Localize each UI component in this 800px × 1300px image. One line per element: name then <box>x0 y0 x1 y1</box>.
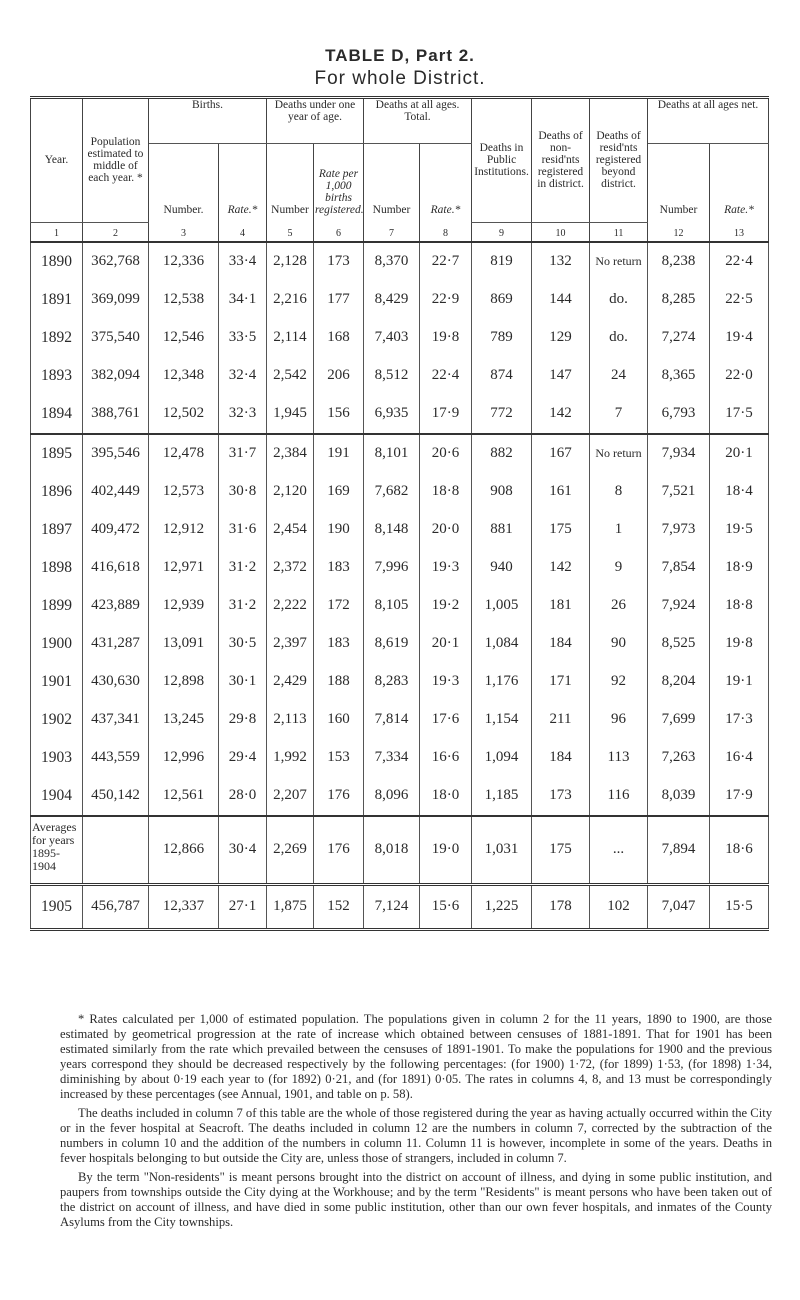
table-cell: 7,047 <box>648 884 710 929</box>
table-cell: 7,854 <box>648 549 710 587</box>
table-cell: 6,935 <box>364 395 420 434</box>
table-cell: 437,341 <box>83 701 149 739</box>
year-cell: 1899 <box>31 587 83 625</box>
table-cell: 30·1 <box>219 663 267 701</box>
header-deaths-all: Deaths at all ages. Total. <box>364 98 472 144</box>
table-cell: 183 <box>314 549 364 587</box>
table-cell: 175 <box>532 511 590 549</box>
table-row <box>31 777 769 816</box>
year-cell: 1891 <box>31 281 83 319</box>
table-cell: 1,992 <box>267 739 314 777</box>
header-births-number: Number. <box>149 144 219 223</box>
table-cell: 29·8 <box>219 701 267 739</box>
table-cell: 7,973 <box>648 511 710 549</box>
table-cell: 8,619 <box>364 625 420 663</box>
table-cell: 388,761 <box>83 395 149 434</box>
table-cell: 940 <box>472 549 532 587</box>
table-row <box>31 549 769 587</box>
table-row <box>31 281 769 319</box>
table-cell: 12,546 <box>149 319 219 357</box>
table-row <box>31 701 769 739</box>
table-cell: 1,094 <box>472 739 532 777</box>
table-cell: 382,094 <box>83 357 149 395</box>
table-cell: 168 <box>314 319 364 357</box>
table-cell: do. <box>590 319 648 357</box>
table-cell: 175 <box>532 816 590 885</box>
table-cell: 456,787 <box>83 884 149 929</box>
table-cell: 395,546 <box>83 434 149 473</box>
table-cell: 190 <box>314 511 364 549</box>
table-cell: 144 <box>532 281 590 319</box>
header-net-number: Number <box>648 144 710 223</box>
table-cell: 8,283 <box>364 663 420 701</box>
table-cell: 22·9 <box>420 281 472 319</box>
table-cell: 167 <box>532 434 590 473</box>
mortality-table <box>30 96 769 931</box>
table-cell: 1,084 <box>472 625 532 663</box>
table-cell: 18·8 <box>710 587 769 625</box>
table-cell: ... <box>590 816 648 885</box>
table-cell: 18·9 <box>710 549 769 587</box>
table-cell: 31·2 <box>219 587 267 625</box>
year-cell: 1900 <box>31 625 83 663</box>
table-cell: 2,120 <box>267 473 314 511</box>
year-cell: 1901 <box>31 663 83 701</box>
table-cell: 161 <box>532 473 590 511</box>
table-cell: 18·4 <box>710 473 769 511</box>
table-cell: 188 <box>314 663 364 701</box>
table-cell: 7,894 <box>648 816 710 885</box>
year-cell: 1902 <box>31 701 83 739</box>
table-cell: 1,945 <box>267 395 314 434</box>
table-cell: 17·5 <box>710 395 769 434</box>
table-cell: 443,559 <box>83 739 149 777</box>
table-cell: 8,096 <box>364 777 420 816</box>
table-cell: 2,222 <box>267 587 314 625</box>
table-cell: 12,996 <box>149 739 219 777</box>
table-cell: 18·6 <box>710 816 769 885</box>
table-cell: 12,866 <box>149 816 219 885</box>
table-subtitle: For whole District. <box>314 68 486 89</box>
averages-row <box>31 816 769 885</box>
table-cell: 22·4 <box>710 242 769 281</box>
table-cell: 27·1 <box>219 884 267 929</box>
table-cell: 206 <box>314 357 364 395</box>
table-cell: 156 <box>314 395 364 434</box>
table-cell: 8,204 <box>648 663 710 701</box>
table-cell: 2,114 <box>267 319 314 357</box>
table-cell: 8 <box>590 473 648 511</box>
column-number: 5 <box>267 222 314 242</box>
table-cell: 24 <box>590 357 648 395</box>
table-cell: 30·4 <box>219 816 267 885</box>
table-cell: 92 <box>590 663 648 701</box>
table-cell: 15·5 <box>710 884 769 929</box>
table-cell: 142 <box>532 395 590 434</box>
table-cell: 116 <box>590 777 648 816</box>
table-cell: 8,238 <box>648 242 710 281</box>
table-cell: 31·6 <box>219 511 267 549</box>
column-number: 6 <box>314 222 364 242</box>
table-cell: 19·2 <box>420 587 472 625</box>
table-cell: 31·7 <box>219 434 267 473</box>
table-cell: 19·4 <box>710 319 769 357</box>
table-cell: 20·1 <box>420 625 472 663</box>
table-row <box>31 511 769 549</box>
table-cell: 9 <box>590 549 648 587</box>
table-cell: 12,337 <box>149 884 219 929</box>
table-cell: 173 <box>532 777 590 816</box>
column-number: 9 <box>472 222 532 242</box>
table-cell: 7 <box>590 395 648 434</box>
year-cell: 1897 <box>31 511 83 549</box>
column-number: 2 <box>83 222 149 242</box>
table-row <box>31 884 769 929</box>
header-public-institutions: Deaths in Public Institutions. <box>472 98 532 223</box>
header-residents-beyond: Deaths of resid'nts registered beyond district. <box>590 98 648 223</box>
table-cell: 171 <box>532 663 590 701</box>
table-cell: 19·3 <box>420 549 472 587</box>
header-population: Population estimated to middle of each year. * <box>83 98 149 223</box>
table-cell: 8,101 <box>364 434 420 473</box>
table-cell: 881 <box>472 511 532 549</box>
table-cell: 20·6 <box>420 434 472 473</box>
table-cell: 12,573 <box>149 473 219 511</box>
table-cell: 211 <box>532 701 590 739</box>
table-cell: 416,618 <box>83 549 149 587</box>
table-cell: 8,429 <box>364 281 420 319</box>
table-cell: 8,370 <box>364 242 420 281</box>
table-cell: 28·0 <box>219 777 267 816</box>
table-cell: 362,768 <box>83 242 149 281</box>
column-number: 13 <box>710 222 769 242</box>
table-cell: 1,005 <box>472 587 532 625</box>
table-cell: 7,334 <box>364 739 420 777</box>
table-cell: 908 <box>472 473 532 511</box>
empty-cell <box>83 816 149 885</box>
table-row <box>31 357 769 395</box>
table-cell: 19·5 <box>710 511 769 549</box>
table-cell: 12,561 <box>149 777 219 816</box>
table-cell: 142 <box>532 549 590 587</box>
table-cell: 113 <box>590 739 648 777</box>
column-number: 1 <box>31 222 83 242</box>
year-cell: 1890 <box>31 242 83 281</box>
table-cell: 12,502 <box>149 395 219 434</box>
header-infant-number: Number <box>267 144 314 223</box>
table-cell: 22·5 <box>710 281 769 319</box>
table-cell: 153 <box>314 739 364 777</box>
table-cell: 7,934 <box>648 434 710 473</box>
table-row <box>31 625 769 663</box>
table-cell: 1,154 <box>472 701 532 739</box>
footnote-paragraph: By the term "Non-residents" is meant persons brought into the district on account of illness, and dying in some public institution, and paupers from townships outside the City dying at the Workhouse; and by the term "Residents" is meant persons who have been taken out of the district on account of illness, and have died in some public institution, other than our own fever hospitals, and inmates of the County Asylums from the City townships. <box>60 1170 772 1229</box>
column-number: 8 <box>420 222 472 242</box>
header-non-residents: Deaths of non-resid'nts registered in district. <box>532 98 590 223</box>
table-row <box>31 473 769 511</box>
table-cell: 8,525 <box>648 625 710 663</box>
table-cell: 1 <box>590 511 648 549</box>
table-cell: 7,521 <box>648 473 710 511</box>
table-cell: No return <box>590 242 648 281</box>
table-cell: 402,449 <box>83 473 149 511</box>
table-cell: 7,263 <box>648 739 710 777</box>
table-cell: 177 <box>314 281 364 319</box>
table-cell: 18·0 <box>420 777 472 816</box>
table-cell: 17·3 <box>710 701 769 739</box>
table-row <box>31 587 769 625</box>
table-cell: 132 <box>532 242 590 281</box>
table-cell: 181 <box>532 587 590 625</box>
table-cell: 17·9 <box>710 777 769 816</box>
column-number: 11 <box>590 222 648 242</box>
header-net-rate: Rate.* <box>710 144 769 223</box>
table-row <box>31 663 769 701</box>
header-births: Births. <box>149 98 267 144</box>
table-cell: No return <box>590 434 648 473</box>
table-cell: 20·1 <box>710 434 769 473</box>
table-cell: 8,365 <box>648 357 710 395</box>
year-cell: 1895 <box>31 434 83 473</box>
table-cell: 2,372 <box>267 549 314 587</box>
table-cell: 19·8 <box>420 319 472 357</box>
table-cell: 12,912 <box>149 511 219 549</box>
table-cell: 2,269 <box>267 816 314 885</box>
table-cell: 7,274 <box>648 319 710 357</box>
table-cell: 1,031 <box>472 816 532 885</box>
table-cell: 431,287 <box>83 625 149 663</box>
table-cell: 33·5 <box>219 319 267 357</box>
column-number: 12 <box>648 222 710 242</box>
table-title: TABLE D, Part 2. <box>325 46 475 65</box>
table-cell: 7,699 <box>648 701 710 739</box>
table-cell: 772 <box>472 395 532 434</box>
table-cell: 30·5 <box>219 625 267 663</box>
table-row <box>31 434 769 473</box>
table-cell: 8,285 <box>648 281 710 319</box>
table-cell: 13,091 <box>149 625 219 663</box>
column-number: 3 <box>149 222 219 242</box>
table-cell: 22·7 <box>420 242 472 281</box>
table-cell: 19·1 <box>710 663 769 701</box>
table-cell: 2,384 <box>267 434 314 473</box>
table-cell: 184 <box>532 739 590 777</box>
table-cell: 172 <box>314 587 364 625</box>
table-cell: 819 <box>472 242 532 281</box>
header-infant-rate: Rate per 1,000 births registered. <box>314 144 364 223</box>
table-cell: 2,397 <box>267 625 314 663</box>
table-cell: 7,996 <box>364 549 420 587</box>
year-cell: 1905 <box>31 884 83 929</box>
table-cell: 450,142 <box>83 777 149 816</box>
table-cell: 369,099 <box>83 281 149 319</box>
table-cell: 8,105 <box>364 587 420 625</box>
table-cell: 430,630 <box>83 663 149 701</box>
table-row <box>31 242 769 281</box>
table-cell: 26 <box>590 587 648 625</box>
table-cell: 409,472 <box>83 511 149 549</box>
table-cell: 13,245 <box>149 701 219 739</box>
table-cell: 176 <box>314 816 364 885</box>
header-year: Year. <box>31 98 83 223</box>
table-cell: 191 <box>314 434 364 473</box>
table-cell: 2,128 <box>267 242 314 281</box>
table-cell: 19·0 <box>420 816 472 885</box>
table-cell: 160 <box>314 701 364 739</box>
year-cell: 1893 <box>31 357 83 395</box>
table-cell: 882 <box>472 434 532 473</box>
table-cell: 32·4 <box>219 357 267 395</box>
header-deaths-rate: Rate.* <box>420 144 472 223</box>
year-cell: 1894 <box>31 395 83 434</box>
year-cell: 1896 <box>31 473 83 511</box>
table-cell: 1,176 <box>472 663 532 701</box>
table-cell: 789 <box>472 319 532 357</box>
table-cell: 16·4 <box>710 739 769 777</box>
table-row <box>31 319 769 357</box>
table-cell: 12,336 <box>149 242 219 281</box>
table-cell: 2,429 <box>267 663 314 701</box>
table-cell: 7,124 <box>364 884 420 929</box>
table-cell: 2,454 <box>267 511 314 549</box>
column-number: 7 <box>364 222 420 242</box>
table-cell: 152 <box>314 884 364 929</box>
table-cell: 178 <box>532 884 590 929</box>
table-cell: 1,185 <box>472 777 532 816</box>
table-cell: 173 <box>314 242 364 281</box>
table-cell: 183 <box>314 625 364 663</box>
table-cell: 2,216 <box>267 281 314 319</box>
table-cell: 2,113 <box>267 701 314 739</box>
table-row <box>31 739 769 777</box>
table-cell: 129 <box>532 319 590 357</box>
column-number: 10 <box>532 222 590 242</box>
table-cell: 176 <box>314 777 364 816</box>
year-cell: 1904 <box>31 777 83 816</box>
table-cell: 874 <box>472 357 532 395</box>
table-cell: 20·0 <box>420 511 472 549</box>
table-cell: 7,682 <box>364 473 420 511</box>
table-cell: 147 <box>532 357 590 395</box>
table-cell: 7,814 <box>364 701 420 739</box>
table-cell: 1,225 <box>472 884 532 929</box>
table-cell: 30·8 <box>219 473 267 511</box>
table-cell: 8,512 <box>364 357 420 395</box>
table-body <box>31 242 769 930</box>
table-cell: 375,540 <box>83 319 149 357</box>
table-cell: 96 <box>590 701 648 739</box>
table-cell: 12,898 <box>149 663 219 701</box>
table-cell: 33·4 <box>219 242 267 281</box>
table-cell: 2,207 <box>267 777 314 816</box>
table-cell: 8,018 <box>364 816 420 885</box>
table-cell: 17·6 <box>420 701 472 739</box>
table-cell: 22·0 <box>710 357 769 395</box>
table-cell: 17·9 <box>420 395 472 434</box>
table-cell: 423,889 <box>83 587 149 625</box>
column-number-row <box>31 222 769 242</box>
header-infant-deaths: Deaths under one year of age. <box>267 98 364 144</box>
footnote-paragraph: * Rates calculated per 1,000 of estimated population. The populations given in column 2 for the 11 years, 1890 to 1900, are those estimated by geometrical progression at the rate of increase which obtained between censuses of 1881-1891. That for 1901 has been estimated similarly from the rate which prevailed between the censuses of 1891-1901. To make the populations for 1900 and the previous years correspond they should be decreased respectively by the following percentages: (for 1900) 1·72, (for 1899) 1·53, (for 1898) 1·34, diminishing by about 0·19 each year to (for 1892) 0·21, and (for 1891) 0·05. The rates in columns 4, 8, and 13 must be correspondingly increased by these percentages (see Annual, 1901, and table on p. 58). <box>60 1012 772 1101</box>
table-cell: 8,148 <box>364 511 420 549</box>
averages-label: Averages for years 1895-1904 <box>31 816 83 885</box>
table-cell: 15·6 <box>420 884 472 929</box>
table-cell: 869 <box>472 281 532 319</box>
table-cell: 12,538 <box>149 281 219 319</box>
header-births-rate: Rate.* <box>219 144 267 223</box>
table-cell: 90 <box>590 625 648 663</box>
table-cell: 169 <box>314 473 364 511</box>
table-cell: 7,403 <box>364 319 420 357</box>
table-cell: 18·8 <box>420 473 472 511</box>
header-deaths-net: Deaths at all ages net. <box>648 98 769 144</box>
table-cell: 34·1 <box>219 281 267 319</box>
footnote-paragraph: The deaths included in column 7 of this table are the whole of those registered during the year as having actually occurred within the City or in the fever hospital at Seacroft. The deaths included in column 12 are the numbers in column 7, corrected by the subtraction of the numbers in column 10 and the addition of the numbers in column 11. Column 11 is however, incomplete in some of the years. Deaths in fever hospitals belonging to but outside the City are, unless those of strangers, included in column 7. <box>60 1106 772 1165</box>
table-cell: 1,875 <box>267 884 314 929</box>
table-cell: 22·4 <box>420 357 472 395</box>
table-row <box>31 395 769 434</box>
table-cell: 19·8 <box>710 625 769 663</box>
table-cell: 7,924 <box>648 587 710 625</box>
table-cell: 31·2 <box>219 549 267 587</box>
table-cell: 8,039 <box>648 777 710 816</box>
table-cell: 6,793 <box>648 395 710 434</box>
column-number: 4 <box>219 222 267 242</box>
table-cell: 12,348 <box>149 357 219 395</box>
footnotes <box>60 1012 772 1234</box>
year-cell: 1898 <box>31 549 83 587</box>
year-cell: 1903 <box>31 739 83 777</box>
table-cell: 12,939 <box>149 587 219 625</box>
year-cell: 1892 <box>31 319 83 357</box>
table-cell: 184 <box>532 625 590 663</box>
table-cell: 102 <box>590 884 648 929</box>
table-cell: do. <box>590 281 648 319</box>
table-cell: 32·3 <box>219 395 267 434</box>
table-cell: 16·6 <box>420 739 472 777</box>
table-cell: 29·4 <box>219 739 267 777</box>
table-cell: 12,478 <box>149 434 219 473</box>
table-cell: 12,971 <box>149 549 219 587</box>
table-cell: 19·3 <box>420 663 472 701</box>
table-cell: 2,542 <box>267 357 314 395</box>
header-deaths-number: Number <box>364 144 420 223</box>
